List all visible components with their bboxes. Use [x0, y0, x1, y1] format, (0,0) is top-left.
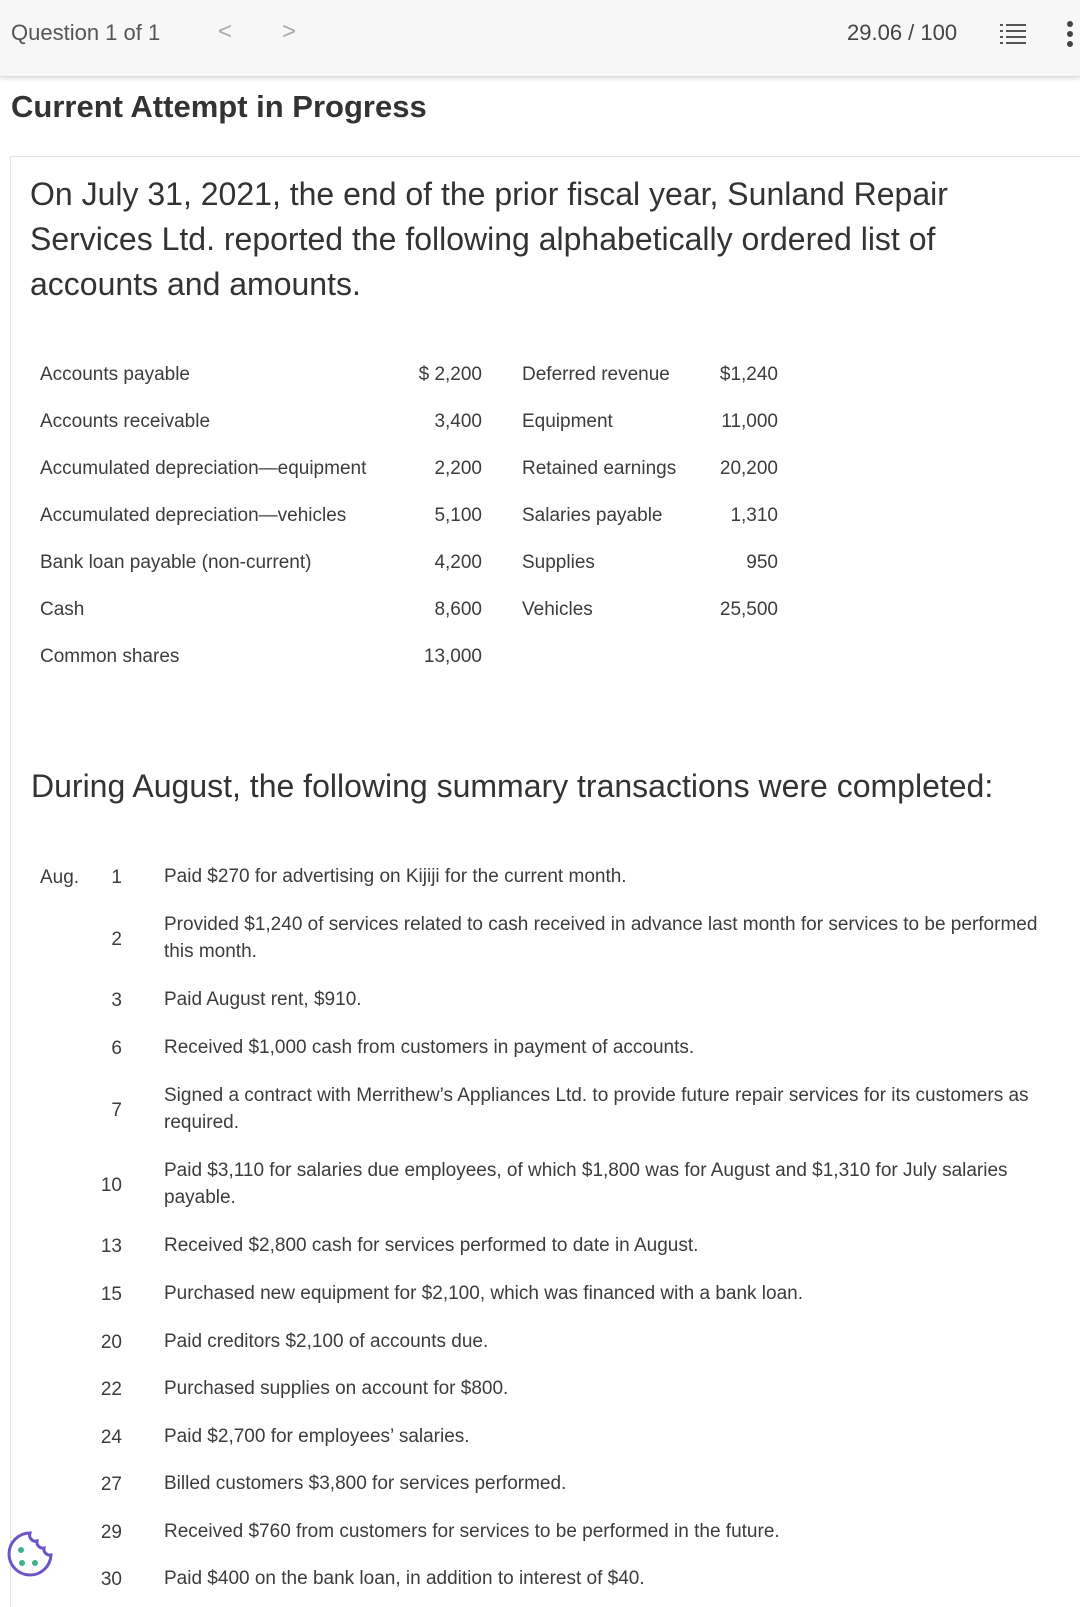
account-amount: 5,100	[434, 505, 482, 526]
transaction-day: 22	[100, 1379, 122, 1400]
transaction-text: Paid $3,110 for salaries due employees, of which $1,800 was for August and $1,310 for July salaries payable.	[164, 1160, 1008, 1208]
transactions-heading: During August, the following summary transactions were completed:	[31, 768, 994, 804]
account-name: Retained earnings	[522, 458, 677, 479]
account-amount: 11,000	[721, 411, 778, 432]
transaction-day: 29	[100, 1522, 122, 1543]
account-amount: 8,600	[434, 599, 482, 620]
transaction-text: Paid August rent, $910.	[164, 989, 362, 1010]
transaction-day: 6	[111, 1038, 122, 1059]
transaction-text: Provided $1,240 of services related to cash received in advance last month for services to be performed this month.	[164, 914, 1038, 962]
account-name: Accumulated depreciation—vehicles	[40, 505, 347, 526]
score-display: 29.06 / 100	[847, 20, 958, 45]
question-list-icon[interactable]	[1000, 22, 1026, 46]
question-intro: On July 31, 2021, the end of the prior fiscal year, Sunland Repair Services Ltd. reported the following alphabetically ordered list of accounts and amounts.	[30, 176, 948, 302]
account-name: Deferred revenue	[522, 364, 670, 385]
more-options-icon[interactable]	[1066, 20, 1074, 48]
transaction-text: Purchased supplies on account for $800.	[164, 1378, 509, 1399]
transaction-day: 30	[100, 1569, 122, 1590]
transaction-day: 10	[100, 1175, 122, 1196]
attempt-title: Current Attempt in Progress	[11, 89, 427, 124]
previous-question-button[interactable]: <	[218, 18, 233, 45]
transaction-text: Paid creditors $2,100 of accounts due.	[164, 1331, 489, 1352]
account-amount: 13,000	[423, 646, 482, 667]
transaction-day: 1	[111, 867, 122, 888]
account-name: Accounts payable	[40, 364, 190, 385]
transaction-text: Purchased new equipment for $2,100, which was financed with a bank loan.	[164, 1283, 804, 1304]
account-name: Accounts receivable	[40, 411, 211, 432]
transaction-day: 2	[111, 929, 122, 950]
transaction-day: 13	[100, 1236, 122, 1257]
transaction-text: Received $2,800 cash for services performed to date in August.	[164, 1235, 699, 1256]
account-amount: $ 2,200	[418, 364, 482, 385]
account-name: Bank loan payable (non-current)	[40, 552, 312, 573]
account-amount: 1,310	[730, 505, 778, 526]
account-name: Vehicles	[522, 599, 593, 620]
transaction-day: 15	[100, 1284, 122, 1305]
transaction-month: Aug.	[40, 867, 80, 888]
account-amount: $1,240	[719, 364, 778, 385]
transaction-text: Received $1,000 cash from customers in payment of accounts.	[164, 1037, 695, 1058]
next-question-button[interactable]: >	[282, 18, 297, 45]
transaction-text: Paid $2,700 for employees’ salaries.	[164, 1426, 470, 1447]
top-bar	[0, 0, 1080, 77]
account-amount: 20,200	[719, 458, 778, 479]
transaction-day: 24	[100, 1427, 122, 1448]
transaction-day: 20	[100, 1332, 122, 1353]
account-amount: 2,200	[434, 458, 482, 479]
account-amount: 4,200	[434, 552, 482, 573]
account-name: Salaries payable	[522, 505, 663, 526]
transaction-day: 7	[111, 1100, 122, 1121]
account-name: Accumulated depreciation—equipment	[40, 458, 367, 479]
transaction-text: Paid $270 for advertising on Kijiji for the current month.	[164, 866, 627, 887]
account-amount: 25,500	[719, 599, 778, 620]
account-amount: 950	[746, 552, 778, 573]
cookie-settings-icon[interactable]	[6, 1530, 54, 1578]
transaction-text: Billed customers $3,800 for services performed.	[164, 1473, 567, 1494]
account-name: Equipment	[522, 411, 613, 432]
account-amount: 3,400	[434, 411, 482, 432]
question-counter: Question 1 of 1	[11, 20, 161, 45]
transaction-text: Received $760 from customers for services to be performed in the future.	[164, 1521, 780, 1542]
account-name: Common shares	[40, 646, 180, 667]
transaction-day: 3	[111, 990, 122, 1011]
account-name: Cash	[40, 599, 85, 620]
transaction-day: 27	[100, 1474, 122, 1495]
transaction-text: Paid $400 on the bank loan, in addition to interest of $40.	[164, 1568, 645, 1589]
transaction-text: Signed a contract with Merrithew’s Appliances Ltd. to provide future repair services for its customers as required.	[164, 1085, 1029, 1133]
account-name: Supplies	[522, 552, 595, 573]
